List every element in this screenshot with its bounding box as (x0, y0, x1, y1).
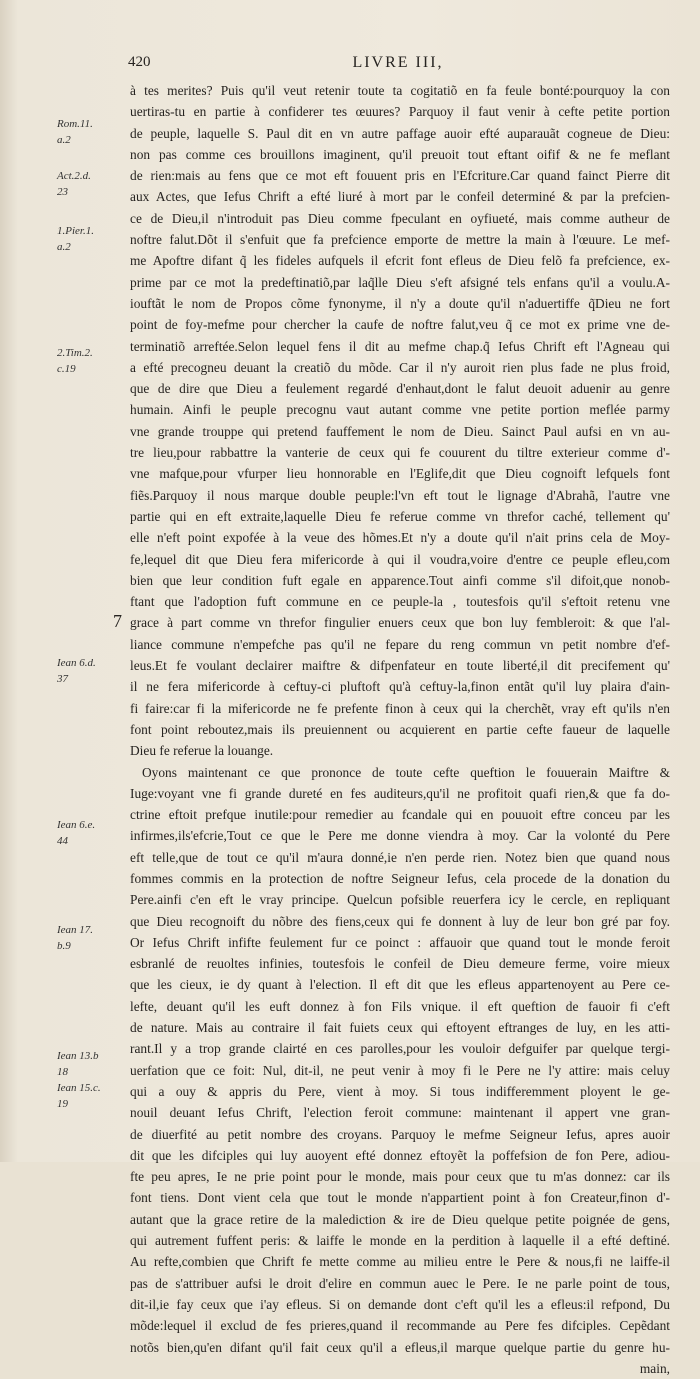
text-line: Dieu fe referue la louange. (130, 743, 274, 759)
text-line: nouil deuant Iefus Chrift, l'election feroit commune: maintenant il appert vne gran- (130, 1105, 670, 1121)
text-line: bien que leur condition fuft egale en apparence.Tout ainfi comme s'il difoit,que nonob- (130, 572, 670, 588)
text-line: Au refte,combien que Chrift fe mette comme au milieu entre le Pere & nous,fi ne laiffe-il (130, 1254, 670, 1270)
margin-note: Iean 6.d. 37 (57, 657, 96, 685)
text-line: vne mafque,pour vfurper lieu honnorable en l'Eglife,dit que Dieu cognoift lefquels font (130, 466, 670, 482)
text-line: rant.Il y a trop grande clairté en ces parolles,pour les vouloir defguifer par quelque tergi- (130, 1041, 670, 1057)
text-line: vne grande trouppe qui pretend fauffement le nom de Dieu. Sainct Paul aufsi en vn au- (130, 423, 670, 439)
page-header (128, 54, 668, 76)
text-line: fiẽs.Parquoy il nous marque double peuple:l'vn eft tout le lignage d'Abrahã, l'autre vne (130, 487, 670, 503)
text-line: Pere.ainfi c'en eft le vray principe. Quelcun pofsible reuerfera icy le cercle, en repliquant (130, 892, 670, 908)
margin-note: Iean 13.b 18 (57, 1050, 99, 1078)
text-line: autant que la grace retire de la malediction & ire de Dieu quelque petite poignée de gens, (130, 1211, 670, 1227)
text-line: eft telle,que de tout ce qu'il m'aura donné,ie n'en perde rien. Notez bien que quand nous (130, 849, 670, 865)
text-line: dit que les difciples qui luy auoyent efté donnez eftoyẽt la poffefsion de fon Pere, adiou- (130, 1147, 670, 1163)
text-line: notõs bien,qu'en difant qu'il fait ceux qu'il a efleus,il marque quelque partie du genre hu- (130, 1339, 670, 1355)
body-text (130, 80, 670, 1379)
running-title: LIVRE III, (352, 54, 444, 71)
margin-note: Rom.11. a.2 (57, 118, 93, 146)
text-line: ce de Dieu,il n'introduit pas Dieu comme fpeculant en oyfiueté, mais comme autheur de (130, 210, 670, 226)
text-line: font tiens. Dont vient cela que tout le monde n'appartient point à fon Createur,finon d'- (130, 1190, 670, 1206)
text-line: aux Actes, que Iefus Chrift a efté liuré à mort par le confeil determiné & par la prefcien- (130, 189, 670, 205)
text-line: fi faire:car fi la mifericorde ne fe prefente finon à ceux qui la cherchẽt, vray eft qu'ils n'en (130, 700, 670, 716)
paragraph-number: 7 (113, 611, 122, 631)
text-line: humain. Ainfi le peuple precognu vaut autant comme vne petite portion meflée parmy (130, 402, 670, 418)
text-line: de nature. Mais au contraire il fait fuiets ceux qui eftoyent eftranges de luy, en les atti- (130, 1020, 670, 1036)
text-line: que Dieu recognoift du nõbre des fiens,ceux qui fe donnent à luy de leur bon gré par foy. (130, 913, 670, 929)
text-line: prime par ce mot la predeftinatiõ,par laq̃lle Dieu s'eft afsigné tels enfans qu'il a voulu.A- (130, 274, 670, 290)
text-line: ftant que l'adoption fuft commune en ce peuple-la , toutesfois qu'il s'eftoit retenu vne (130, 594, 670, 610)
text-line: noftre falut.Dõt il s'enfuit que fa prefcience emporte de mettre la main à l'œuure. Le mef- (130, 232, 670, 248)
margin-note: 2.Tim.2. c.19 (57, 347, 93, 375)
text-line: à tes merites? Puis qu'il veut retenir toute ta cogitatiõ en fa feule bonté:pourquoy la con (130, 83, 670, 98)
text-line: liance commune n'empefche pas qu'il ne fepare du reng commun vn petit nombre d'ef- (130, 636, 670, 652)
text-line: terminatiõ arreftée.Selon lequel fens il dit au mefme chap.q̃ Iefus Chrift eft l'Agneau qui (130, 338, 670, 354)
text-line: uertiras-tu en partie à confiderer tes œuures? Parquoy il faut venir à cefte petite portion (130, 104, 670, 120)
text-line: tre lieu,pour rabbattre la vanterie de ceux qui fe couurent du tiltre exterieur comme d'- (130, 445, 670, 461)
margin-note: 1.Pier.1. a.2 (57, 225, 94, 253)
text-line: de diuerfité au petit nombre des croyans. Parquoy le mefme Seigneur Iefus, apres auoir (130, 1126, 670, 1142)
text-line: pas de s'attribuer aufsi le droit d'elire en commun auec le Pere. Ie ne parle point de tous, (130, 1275, 670, 1291)
text-line: de rien:mais au fens que ce mot eft fouuent pris en l'Efcriture.Car quand fainct Pierre dit (130, 168, 670, 184)
text-line: qui autrement fuffent peris: & laiffe le monde en la perdition à laquelle il a efté deftiné. (130, 1233, 670, 1249)
text-line: qui a ouy & appris du Pere, vient à moy. Si tous indifferemment ployent le ge- (130, 1083, 670, 1099)
margin-note: Act.2.d. 23 (57, 170, 91, 198)
text-line: leus.Et fe voulant declairer maiftre & difpenfateur en toute liberté,il dit precifement qu' (130, 658, 670, 674)
text-line: elle n'eft point expofée à la veue des hõmes.Et n'y a doute qu'il n'ait prins cela de Moy- (130, 530, 670, 546)
text-line: esbranlé de reuoltes infinies, toutesfois le confeil de Dieu demeure ferme, voire mieux (130, 956, 670, 972)
text-line: ctrine eftoit prefque inutile:pour remedier au fcandale qui en pouuoit eftre conceu par les (130, 807, 670, 823)
text-line: Or Iefus Chrift infifte feulement fur ce poinct : affauoir que quand tout le monde feroit (130, 934, 670, 950)
text-line: me Apoftre difant q̃ les fideles aufquels il efcrit font efleus de Dieu felõ fa prefcience, ex- (130, 253, 670, 269)
text-line: dit-il,ie fay ceux que i'ay efleus. Si on demande dont c'eft qu'il les a efleus:il refpond, Du (130, 1296, 670, 1312)
text-line: Oyons maintenant ce que prononce de toute cefte queftion le fouuerain Maiftre & (142, 764, 670, 780)
text-line: partie qui en eft extraite,laquelle Dieu fe referue comme vn threfor caché, tellement qu' (130, 508, 670, 524)
text-line: fe,lequel dit que Dieu fera mifericorde à qui il voudra,voire d'entre ce peuple efleu,com (130, 551, 670, 567)
text-line: de peuple, laquelle S. Paul dit en vn autre paffage auoir efté auparauãt cogneue de Dieu: (130, 125, 670, 141)
text-line: main, (639, 1360, 670, 1376)
page-number: 420 (128, 54, 151, 70)
text-line: iouftãt le nom de Propos cõme fynonyme, il n'y a doute qu'il n'aduertiffe q̃Dieu ne fort (130, 295, 670, 311)
text-line: Iuge:voyant vne fi grande dureté en fes auditeurs,qu'il ne profitoit quafi rien,& que fa do- (130, 785, 670, 801)
text-line: mõde:lequel il exclud de fes prieres,quand il recommande au Pere fes difciples. Cepẽdant (130, 1318, 670, 1334)
text-line: a efté precogneu deuant la creatiõ du mõde. Car il n'y auroit rien plus fade ne plus froid, (130, 359, 670, 375)
text-line: infirmes,ils'efcrie,Tout ce que le Pere me donne viendra à moy. Car la volonté du Pere (130, 828, 670, 844)
text-line: non pas comme ces brouillons imaginent, qu'il preuoit tout eftant oifif & ne fe meflant (130, 146, 670, 162)
text-line: uerfation que ce foit: Nul, dit-il, ne peut venir à moy fi le Pere ne l'y attire: mais celuy (130, 1062, 670, 1078)
text-line: il ne fera mifericorde à ceftuy-ci pluftoft qu'à ceftuy-la,finon entãt qu'il luy plaira d'ain- (130, 679, 670, 695)
text-line: font point reboutez,mais ils preuiennent ou acquierent en partie cefte faueur de laquelle (130, 721, 670, 737)
text-line: fte peu apres, Ie ne prie point pour le monde, mais pour ceux que tu m'as donnez: car ils (130, 1169, 670, 1185)
text-line: grace à part comme vn threfor fingulier enuers ceux que bon luy fembleroit: & que l'al- (130, 615, 670, 631)
text-line: que les cieux, ie dy quant à l'election. Il eft dit que les efleus appartenoyent au Pere ce- (130, 977, 670, 993)
text-line: point de foy-mefme pour chercher la caufe de noftre falut,veu q̃ ce mot ex prime vne de- (130, 317, 670, 333)
text-line: que de dire que Dieu a feulement regardé d'enhaut,dont le falut deuoit aduenir au genre (130, 381, 670, 397)
margin-note: Iean 17. b.9 (57, 924, 94, 952)
margin-note: Iean 15.c. 19 (57, 1082, 101, 1110)
text-line: fommes commis en la protection de noftre Seigneur Iefus, cela procede de la donation du (130, 870, 670, 886)
text-line: lefte, deuant qu'il les euft donnez à fon Fils vnique. il eft queftion de fauoir fi c'eft (130, 998, 670, 1014)
margin-note: Iean 6.e. 44 (57, 819, 96, 847)
